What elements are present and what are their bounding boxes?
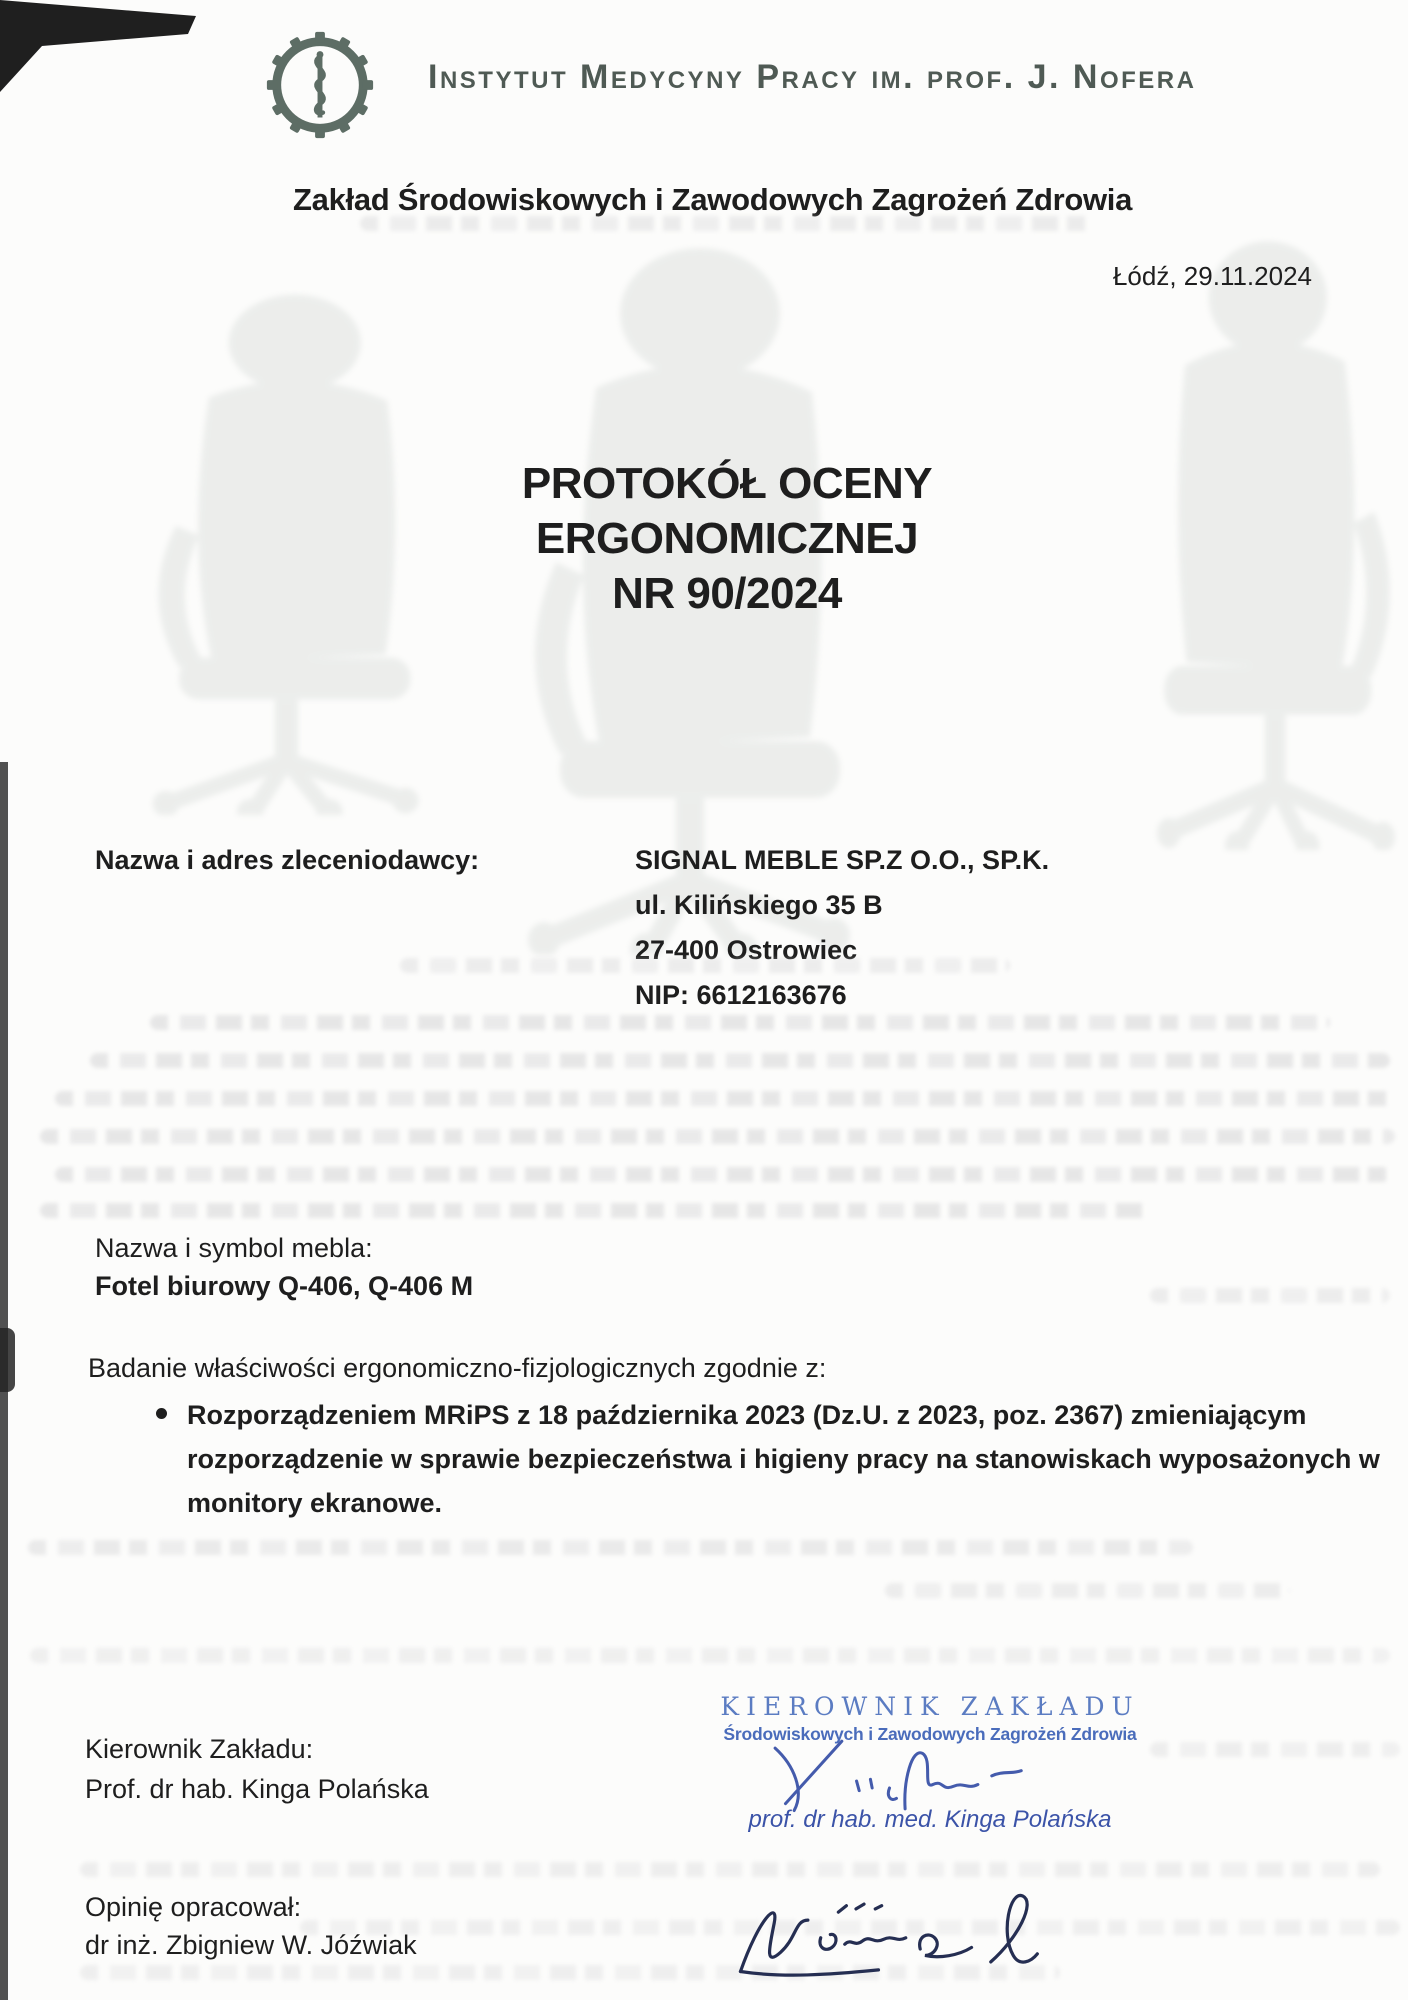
department-head-stamp — [700, 1692, 1160, 1833]
furniture-label: Nazwa i symbol mebla: — [95, 1233, 373, 1263]
department-heading: Zakład Środowiskowych i Zawodowych Zagrożeń Zdrowia — [293, 182, 1133, 217]
ghost-text-line — [80, 1862, 1380, 1877]
author-signature-scribble — [718, 1878, 1063, 1988]
stamp-subtitle: Środowiskowych i Zawodowych Zagrożeń Zdrowia — [723, 1724, 1137, 1744]
ghost-text-line — [885, 1583, 1290, 1598]
client-street: ul. Kilińskiego 35 B — [635, 890, 883, 920]
ghost-text-line — [40, 1129, 1395, 1144]
ghost-text-line — [360, 216, 1095, 231]
stamp-name: prof. dr hab. med. Kinga Polańska — [748, 1806, 1112, 1833]
bullet-icon — [156, 1408, 167, 1419]
furniture-value: Fotel biurowy Q-406, Q-406 M — [95, 1271, 474, 1301]
institute-logo-icon — [256, 26, 384, 144]
head-signature-scribble — [745, 1736, 1060, 1814]
title-line-2: ERGONOMICZNEJ — [535, 514, 919, 563]
head-of-department-name: Prof. dr hab. Kinga Polańska — [85, 1774, 429, 1804]
title-line-1: PROTOKÓŁ OCENY — [521, 459, 933, 508]
client-address-block — [635, 843, 1049, 1023]
study-bullet-text: Rozporządzeniem MRiPS z 18 października 2023 (Dz.U. z 2023, poz. 2367) zmieniającym rozporządzenie w sprawie bezpieczeństwa i higieny pracy na stanowiskach wyposażonych w monitory ekranowe. — [187, 1400, 1380, 1518]
client-name: SIGNAL MEBLE SP.Z O.O., SP.K. — [635, 845, 1050, 875]
ghost-text-line — [55, 1167, 1390, 1182]
head-of-department-label: Kierownik Zakładu: — [85, 1734, 314, 1764]
ghost-text-line — [55, 1091, 1395, 1106]
ghost-text-line — [40, 1203, 1150, 1218]
scan-corner-artifact — [0, 0, 210, 100]
ghost-text-line — [1150, 1742, 1400, 1757]
study-intro: Badanie właściwości ergonomiczno-fizjologicznych zgodnie z: — [88, 1353, 827, 1383]
chair-watermark-right — [1120, 230, 1408, 850]
ghost-text-line — [30, 1648, 1390, 1663]
title-line-3: NR 90/2024 — [612, 569, 842, 618]
client-city: 27-400 Ostrowiec — [635, 935, 858, 965]
ghost-text-line — [1150, 1288, 1390, 1303]
institute-name: Instytut Medycyny Pracy im. prof. J. Nofera — [428, 58, 1197, 96]
author-name: dr inż. Zbigniew W. Jóźwiak — [85, 1930, 417, 1960]
scan-edge-blotch — [0, 1328, 15, 1392]
author-label: Opinię opracował: — [85, 1892, 302, 1922]
client-label: Nazwa i adres zleceniodawcy: — [95, 845, 480, 875]
client-nip: NIP: 6612163676 — [635, 980, 847, 1010]
date-line: Łódź, 29.11.2024 — [1112, 261, 1312, 291]
ghost-text-line — [150, 1015, 1330, 1030]
ghost-text-line — [90, 1053, 1390, 1068]
ghost-text-line — [400, 958, 1010, 973]
ghost-text-line — [28, 1540, 1193, 1555]
stamp-title: KIEROWNIK ZAKŁADU — [720, 1692, 1140, 1721]
document-title — [377, 456, 1077, 621]
